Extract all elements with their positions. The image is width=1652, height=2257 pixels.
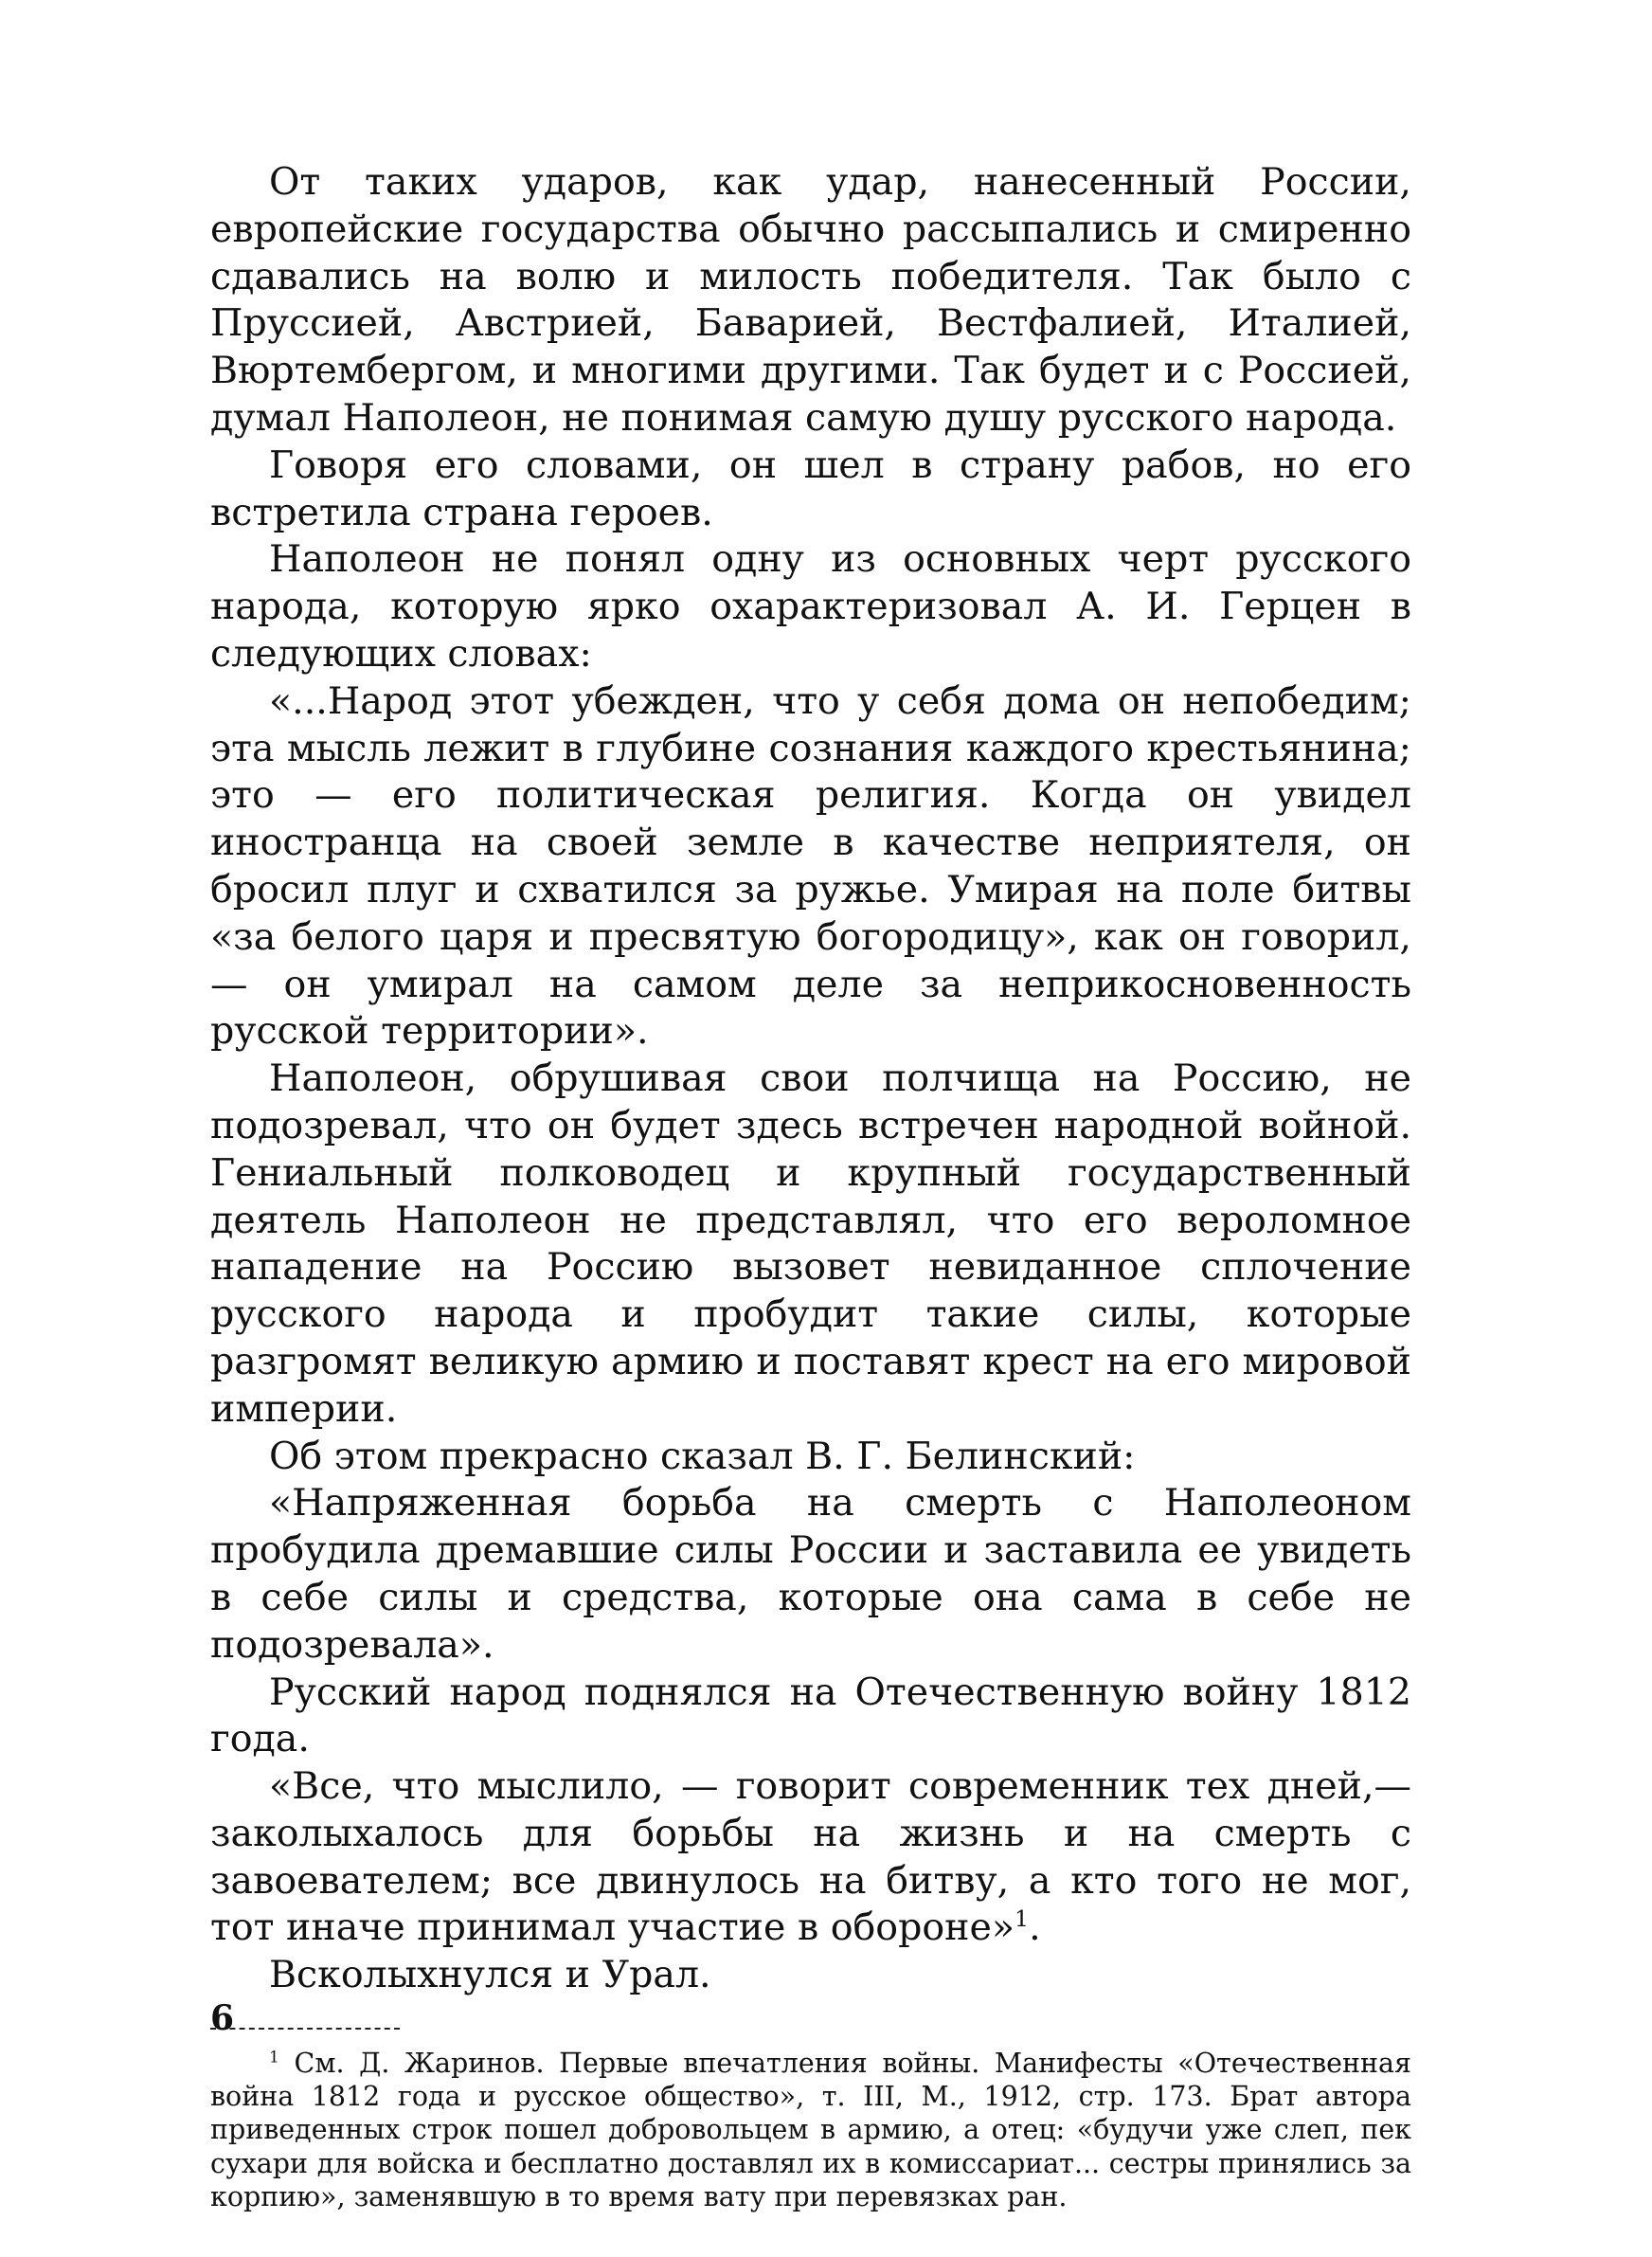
paragraph-9-text: «Все, что мыслило, — говорит современник тех дней,— заколыхалось для борьбы на жизнь и на смерть с завоевателем; все двинулось на битву, а кто того не мог, тот иначе принимал участие в обороне» — [210, 1764, 1411, 1950]
paragraph-9-contemporary-quote: «Все, что мыслило, — говорит современник тех дней,— заколыхалось для борьбы на жизнь и на смерть с завоевателем; все двинулось на битву, а кто того не мог, тот иначе принимал участие в обороне»$^1$. — [210, 1764, 1411, 1950]
paragraph-10: Всколыхнулся и Урал. — [269, 1953, 711, 1997]
page-body — [210, 159, 1411, 2213]
page-number: 6 — [210, 1998, 235, 2038]
paragraph-3: Наполеон не понял одну из основных черт русского народа, которую ярко охарактеризовал А. И. Герцен в следующих словах: — [210, 537, 1411, 676]
footnote-reference: 1 — [1015, 1905, 1030, 1933]
paragraph-8: Русский народ поднялся на Отечественную войну 1812 года. — [210, 1670, 1411, 1761]
footnote-separator — [210, 2028, 400, 2030]
footnote-text: См. Д. Жаринов. Первые впечатления войны. Манифесты «Отечественная война 1812 года и русское общество», т. III, М., 1912, стр. 173. Брат автора приведенных строк пошел добровольцем в армию, а отец: «будучи уже слеп, пек сухари для войска и бесплатно доставлял их в комиссариат... сестры принялись за корпию», заменявшую в то время вату при перевязках ран. — [210, 2048, 1411, 2212]
footnote-marker: 1 — [269, 2048, 279, 2067]
paragraph-2: Говоря его словами, он шел в страну рабов, но его встретила страна героев. — [210, 442, 1411, 534]
paragraph-6: Об этом прекрасно сказал В. Г. Белинский: — [269, 1434, 1136, 1478]
footnote — [210, 2047, 1411, 2213]
paragraph-1: От таких ударов, как удар, нанесенный России, европейские государства обычно рассыпались и смиренно сдавались на волю и милость победителя. Так было с Пруссией, Австрией, Баварией, Вестфалией, Италией, Вюртембергом, и многими другими. Так будет и с Россией, думал Наполеон, не понимая самую душу русского народа. — [210, 160, 1411, 440]
paragraph-4-herzen-quote: «...Народ этот убежден, что у себя дома он непобедим; эта мысль лежит в глубине сознания каждого крестьянина; это — его политическая религия. Когда он увидел иностранца на своей земле в качестве неприятеля, он бросил плуг и схватился за ружье. Умирая на поле битвы «за белого царя и пресвятую богородицу», как он говорил, — он умирал на самом деле за неприкосновенность русской территории». — [210, 678, 1411, 1054]
paragraph-5: Наполеон, обрушивая свои полчища на Россию, не подозревал, что он будет здесь встречен народной войной. Гениальный полководец и крупный государственный деятель Наполеон не представлял, что его вероломное нападение на Россию вызовет невиданное сплочение русского народа и пробудит такие силы, которые разгромят великую армию и поставят крест на его мировой империи. — [210, 1056, 1411, 1431]
paragraph-7-belinsky-quote: «Напряженная борьба на смерть с Наполеоном пробудила дремавшие силы России и заставила ее увидеть в себе силы и средства, которые она сама в себе не подозревала». — [210, 1481, 1411, 1667]
